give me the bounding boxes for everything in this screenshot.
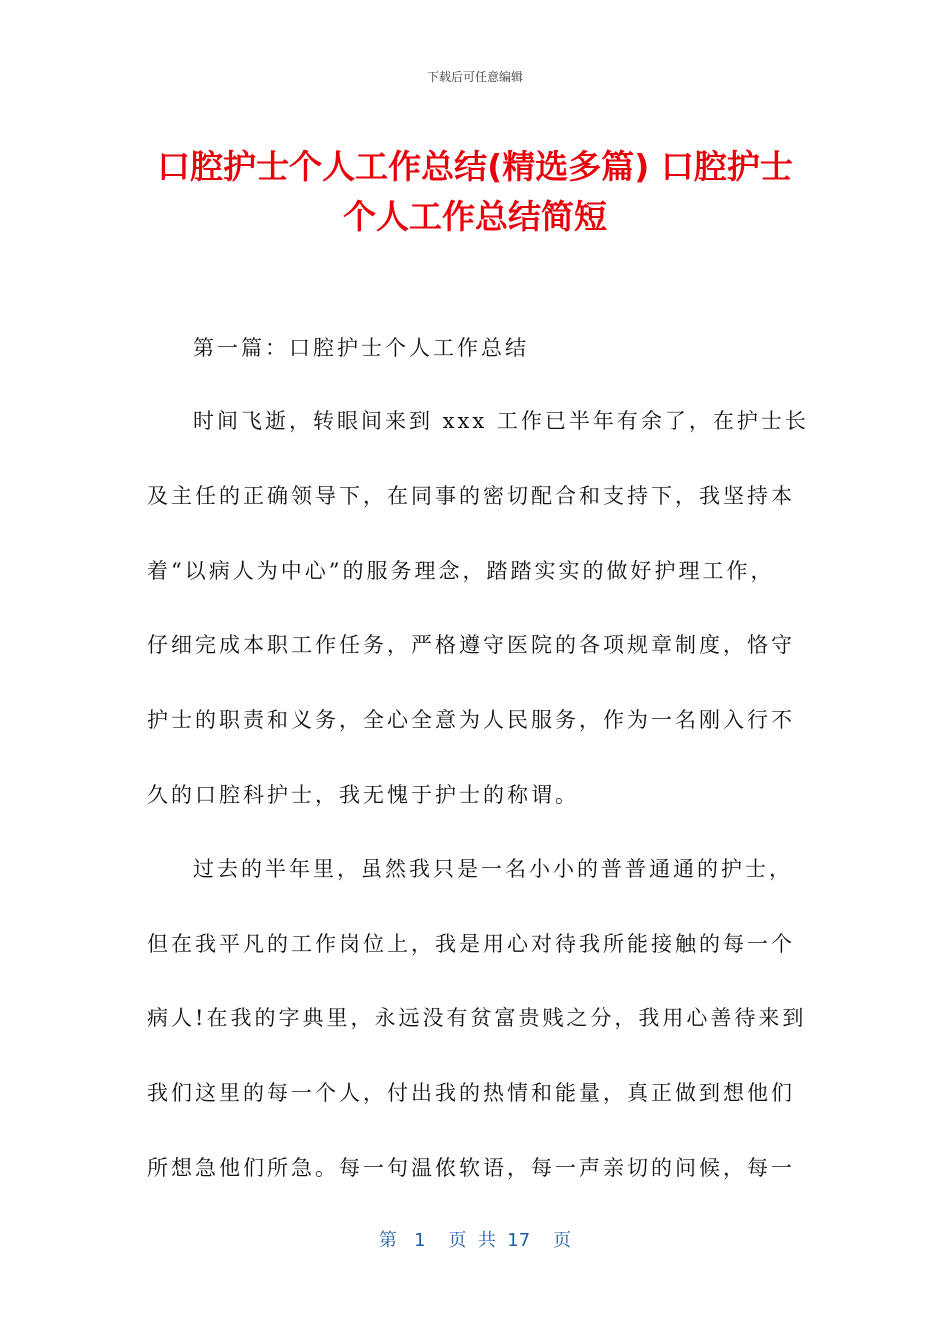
paragraph-1-line-6: 久的口腔科护士，我无愧于护士的称谓。 bbox=[147, 783, 579, 807]
paragraph-2-line-4: 我们这里的每一个人，付出我的热情和能量，真正做到想他们 bbox=[147, 1081, 795, 1105]
header-note: 下载后可任意编辑 bbox=[426, 70, 523, 84]
document-title bbox=[120, 142, 830, 242]
paragraph-1-line-1: 时间飞逝，转眼间来到 xxx 工作已半年有余了，在护士长 bbox=[193, 409, 809, 433]
paragraph-1-line-5: 护士的职责和义务，全心全意为人民服务，作为一名刚入行不 bbox=[147, 708, 795, 732]
paragraph-2-line-2: 但在我平凡的工作岗位上，我是用心对待我所能接触的每一个 bbox=[147, 932, 795, 956]
paragraph-2-line-3: 病人!在我的字典里，永远没有贫富贵贱之分，我用心善待来到 bbox=[147, 1006, 807, 1030]
paragraph-2-line-1: 过去的半年里，虽然我只是一名小小的普普通通的护士， bbox=[193, 857, 793, 881]
paragraph-2-line-5: 所想急他们所急。每一句温侬软语，每一声亲切的问候，每一 bbox=[147, 1156, 795, 1180]
paragraph-1-line-3: 着“以病人为中心”的服务理念，踏踏实实的做好护理工作， bbox=[147, 559, 775, 583]
paragraph-1-line-4: 仔细完成本职工作任务，严格遵守医院的各项规章制度，恪守 bbox=[147, 633, 795, 657]
paragraph-1-line-2: 及主任的正确领导下，在同事的密切配合和支持下，我坚持本 bbox=[147, 484, 795, 508]
title-line-1: 口腔护士个人工作总结(精选多篇) 口腔护士 bbox=[157, 147, 793, 186]
section-heading: 第一篇：口腔护士个人工作总结 bbox=[193, 336, 529, 360]
title-line-2: 个人工作总结简短 bbox=[343, 197, 607, 236]
page-number-footer: 第 1 页 共 17 页 bbox=[378, 1230, 572, 1251]
